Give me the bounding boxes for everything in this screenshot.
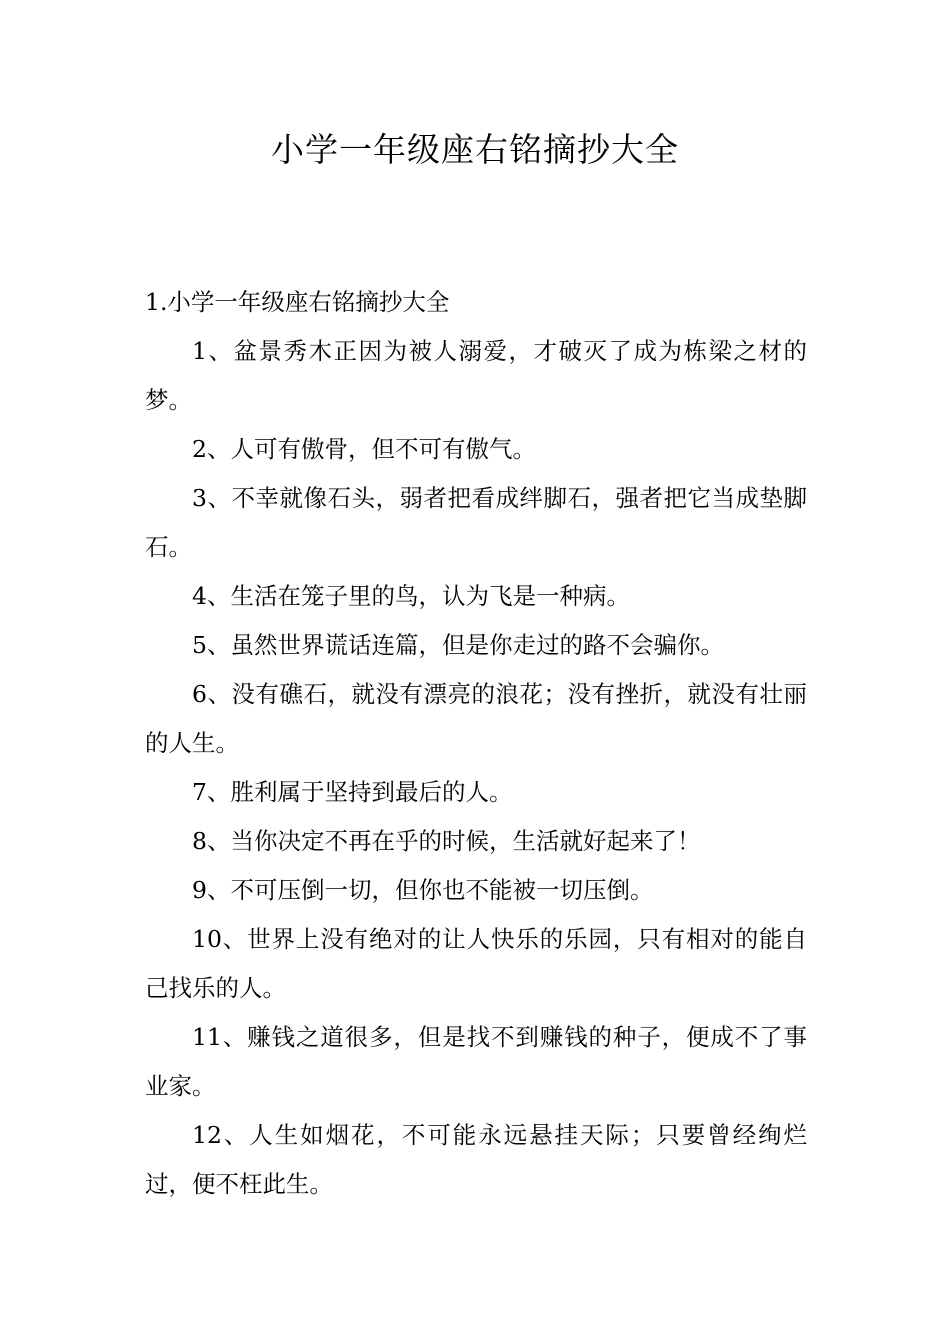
quote-text: 、赚钱之道很多，但是找不到赚钱的种子，便成不了事业家。 [145,1023,807,1100]
quote-number: 9 [192,876,207,904]
quote-text: 、盆景秀木正因为被人溺爱，才破灭了成为栋梁之材的梦。 [145,337,807,414]
quote-number: 12 [192,1121,222,1149]
quote-text: 、人可有傲骨，但不可有傲气。 [206,435,536,463]
quote-text: 、生活在笼子里的鸟，认为飞是一种病。 [206,582,630,610]
quote-number: 6 [192,680,207,708]
quote-text: 、不幸就像石头，弱者把看成绊脚石，强者把它当成垫脚石。 [145,484,807,561]
quote-number: 4 [192,582,207,610]
quote-text: 、不可压倒一切，但你也不能被一切压倒。 [206,876,654,904]
quote-item-5 [145,621,807,670]
quote-number: 11 [192,1023,222,1051]
quote-number: 1 [192,337,207,365]
quote-item-2 [145,425,807,474]
quote-item-7 [145,768,807,817]
quote-item-1 [145,327,807,425]
quote-text: 、世界上没有绝对的让人快乐的乐园，只有相对的能自己找乐的人。 [145,925,807,1002]
quote-number: 2 [192,435,207,463]
quote-item-10 [145,915,807,1013]
quote-number: 8 [192,827,207,855]
quote-text: 、没有礁石，就没有漂亮的浪花；没有挫折，就没有壮丽的人生。 [145,680,807,757]
quote-text: 、虽然世界谎话连篇，但是你走过的路不会骗你。 [206,631,724,659]
quote-text: 、人生如烟花，不可能永远悬挂天际；只要曾经绚烂过，便不枉此生。 [145,1121,807,1198]
quote-number: 5 [192,631,207,659]
quote-item-8 [145,817,807,866]
quote-number: 3 [192,484,207,512]
quote-text: 、当你决定不再在乎的时候，生活就好起来了！ [206,827,701,855]
quote-item-3 [145,474,807,572]
quote-item-11 [145,1013,807,1111]
quote-item-12 [145,1111,807,1209]
quote-number: 7 [192,778,207,806]
quote-number: 10 [192,925,222,953]
quote-text: 、胜利属于坚持到最后的人。 [206,778,513,806]
document-body [145,278,807,1209]
section-heading: 1.小学一年级座右铭摘抄大全 [145,288,450,316]
page-title: 小学一年级座右铭摘抄大全 [271,130,679,169]
quote-item-4 [145,572,807,621]
quote-item-6 [145,670,807,768]
quote-item-9 [145,866,807,915]
